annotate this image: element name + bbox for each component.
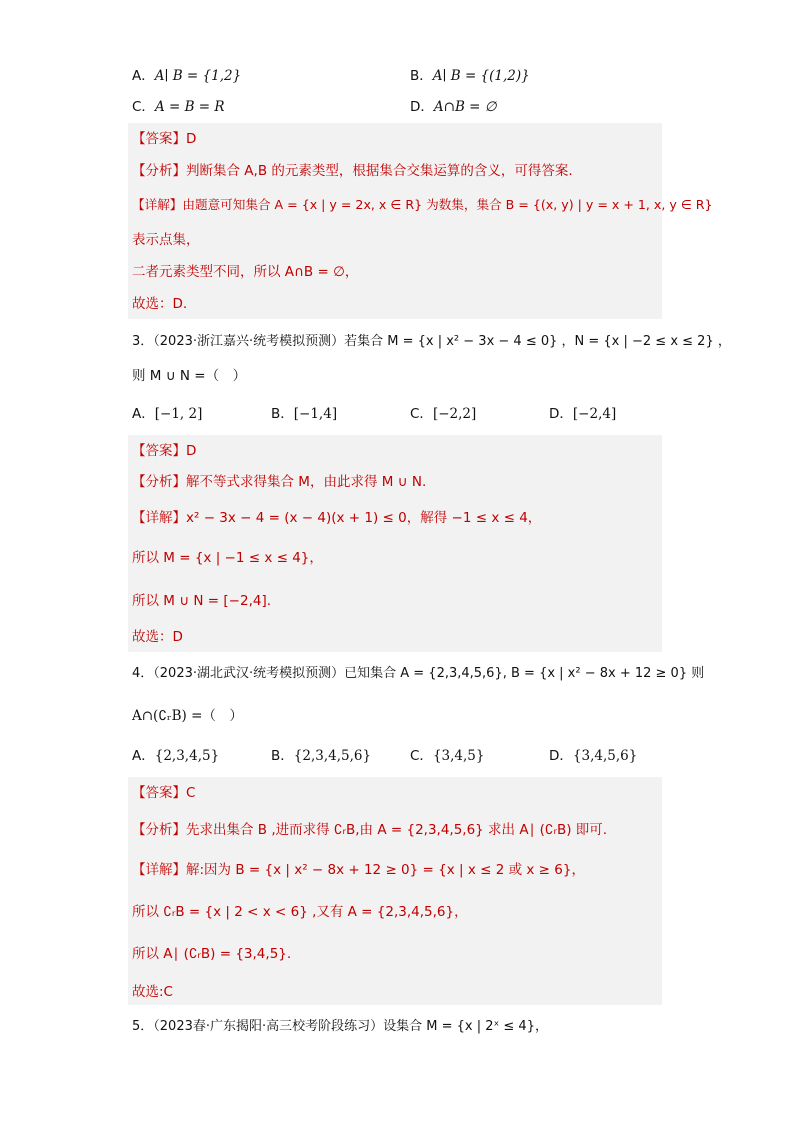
q3-option-a: A．[−1, 2]: [132, 406, 203, 422]
q4-option-b: B．{2,3,4,5,6}: [271, 748, 372, 764]
q4-option-d: D．{3,4,5,6}: [549, 748, 638, 764]
q4-analysis-line: 【分析】先求出集合 B ,进而求得 ∁ᵣB,由 A = {2,3,4,5,6} 求出 A∣ (∁ᵣB) 即可.: [132, 822, 608, 838]
q2-option-a: A．A∣ B = {1,2}: [132, 68, 242, 84]
q3-answer-line: 【答案】D: [132, 443, 197, 459]
q4-stem-line-1: 4．（2023·湖北武汉·统考模拟预测）已知集合 A = {2,3,4,5,6}, B = {x | x² − 8x + 12 ≥ 0} 则: [132, 666, 705, 681]
q3-detail-line-3: 所以 M ∪ N = [−2,4].: [132, 593, 272, 609]
q2-analysis-line: 【分析】判断集合 A,B 的元素类型，根据集合交集运算的含义，可得答案.: [132, 163, 573, 179]
q4-option-c: C．{3,4,5}: [410, 748, 485, 764]
q3-stem-line-1: 3．（2023·浙江嘉兴·统考模拟预测）若集合 M = {x | x² − 3x − 4 ≤ 0} ，N = {x | −2 ≤ x ≤ 2} ，: [132, 334, 731, 349]
q2-option-c: C．A = B = R: [132, 99, 225, 115]
q3-detail-line-1: 【详解】x² − 3x − 4 = (x − 4)(x + 1) ≤ 0，解得 −1 ≤ x ≤ 4，: [132, 510, 542, 526]
q3-detail-line-4: 故选：D: [132, 629, 183, 645]
q3-detail-line-2: 所以 M = {x | −1 ≤ x ≤ 4}，: [132, 550, 323, 566]
q3-option-b: B．[−1,4]: [271, 406, 338, 422]
q3-stem-line-2: 则 M ∪ N =（ ）: [132, 368, 247, 384]
q2-detail-line-4: 故选：D.: [132, 296, 188, 312]
q2-option-d: D．A∩B = ∅: [410, 99, 497, 115]
q2-solution-block: [128, 123, 713, 319]
q4-solution-block: [128, 777, 662, 1005]
q4-detail-line-4: 故选:C: [132, 984, 173, 1000]
q4-option-a: A．{2,3,4,5}: [132, 748, 220, 764]
q5-stem-line-1: 5．（2023春·广东揭阳·高三校考阶段练习）设集合 M = {x | 2ˣ ≤ 4}，: [132, 1019, 548, 1034]
q3-option-d: D．[−2,4]: [549, 406, 617, 422]
q3-analysis-line: 【分析】解不等式求得集合 M，由此求得 M ∪ N.: [132, 474, 427, 490]
q2-detail-line-3: 二者元素类型不同，所以 A∩B = ∅，: [132, 264, 359, 280]
q4-answer-line: 【答案】C: [132, 785, 196, 801]
q2-option-b: B．A∣ B = {(1,2)}: [410, 68, 530, 84]
q4-stem-line-2: A∩(∁ᵣB) =（ ）: [132, 708, 243, 724]
q4-detail-line-2: 所以 ∁ᵣB = {x | 2 < x < 6} ,又有 A = {2,3,4,5,6}，: [132, 904, 468, 920]
q2-answer-line: 【答案】D: [132, 131, 197, 147]
q4-detail-line-3: 所以 A∣ (∁ᵣB) = {3,4,5}.: [132, 946, 292, 962]
q3-solution-block: [128, 435, 662, 652]
q2-detail-line-1: 【详解】由题意可知集合 A = {x | y = 2x, x ∈ R} 为数集，集合 B = {(x, y) | y = x + 1, x, y ∈ R}: [132, 197, 713, 212]
q4-detail-line-1: 【详解】解:因为 B = {x | x² − 8x + 12 ≥ 0} = {x | x ≤ 2 或 x ≥ 6}，: [132, 862, 585, 878]
q2-detail-line-2: 表示点集，: [132, 232, 200, 248]
q3-option-c: C．[−2,2]: [410, 406, 477, 422]
